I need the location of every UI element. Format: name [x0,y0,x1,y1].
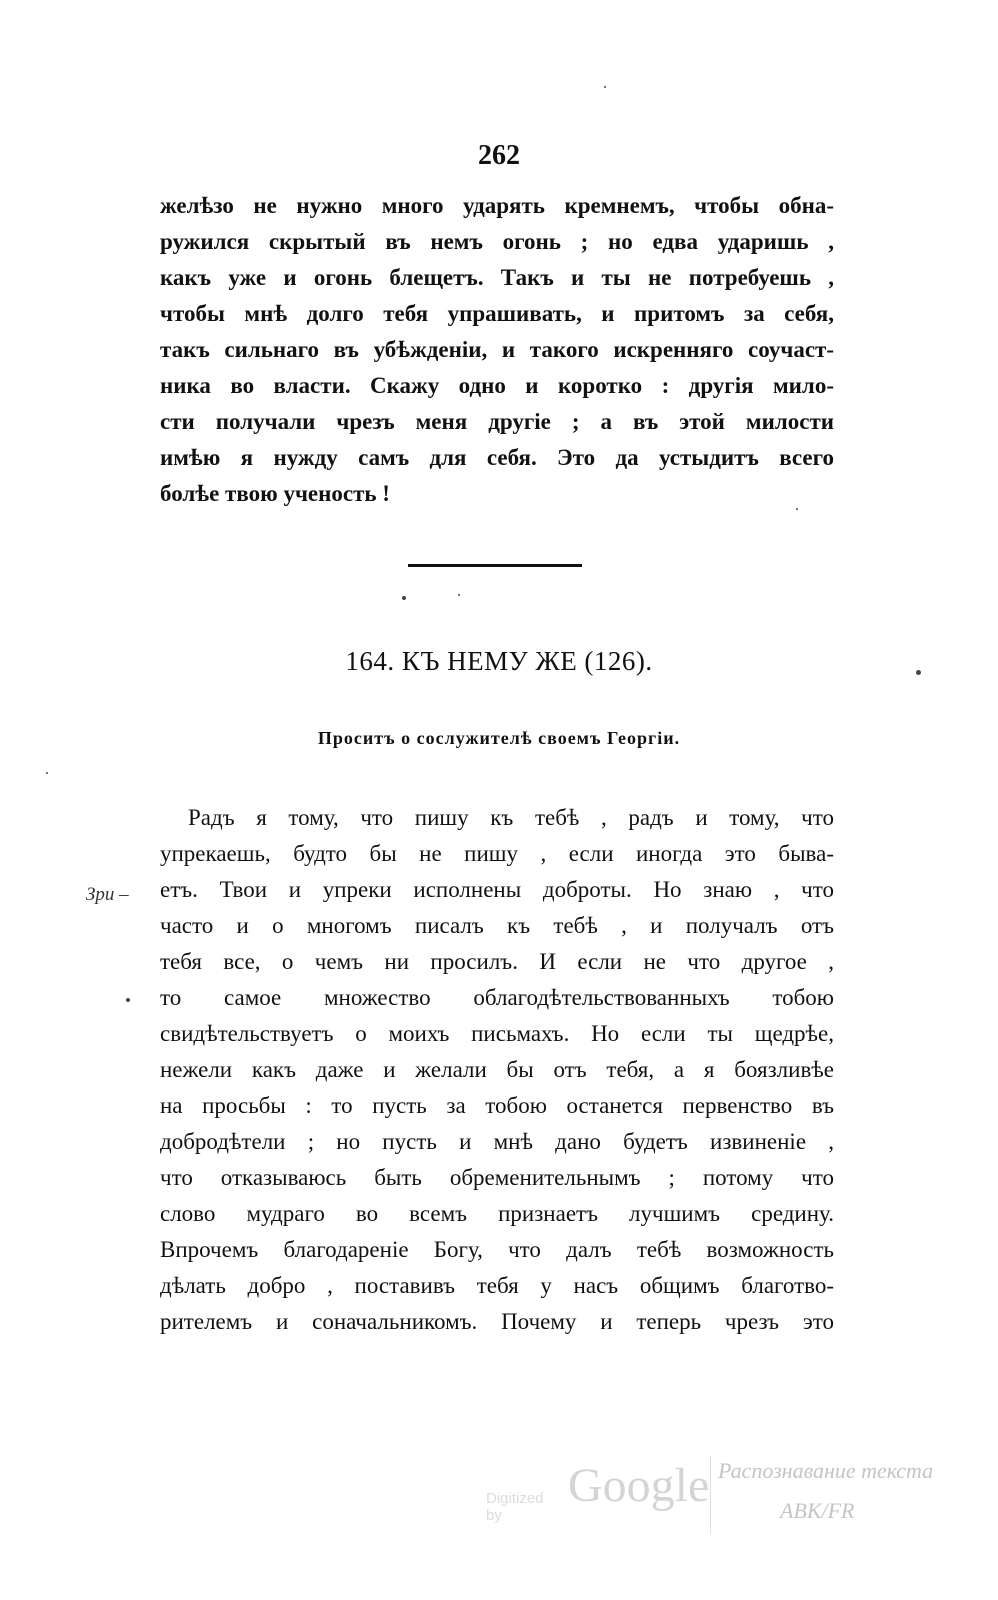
section-subtitle: Проситъ о сослужителѣ своемъ Георгіи. [317,728,681,748]
text-line: ника во власти. Скажу одно и коротко : другія мило- [160,373,834,398]
speck [126,998,130,1002]
watermark-divider [710,1456,711,1534]
text-line: имѣю я нужду самъ для себя. Это да устыдитъ всего [160,445,834,470]
letter-body [160,800,834,1340]
text-line: чтобы мнѣ долго тебя упрашивать, и притомъ за себя, [160,301,834,326]
margin-note: Зри – [86,884,129,905]
text-line: упрекаешь, будто бы не пишу , если иногда это быва- [160,841,834,866]
text-line: етъ. Твои и упреки исполнены доброты. Но знаю , что [160,877,834,902]
text-line: такъ сильнаго въ убѣжденіи, и такого искренняго соучаст- [160,337,834,362]
speck [46,772,48,774]
text-line: рителемъ и соначальникомъ. Почему и теперь чрезъ это [160,1309,834,1334]
text-line: нежели какъ даже и желали бы отъ тебя, а я боязливѣе [160,1057,834,1082]
google-logo: Google [568,1459,710,1512]
text-line: тебя все, о чемъ ни просилъ. И если не что другое , [160,949,834,974]
text-line: часто и о многомъ писалъ къ тебѣ , и получалъ отъ [160,913,834,938]
speck [604,86,606,88]
text-line: то самое множество облагодѣтельствованныхъ тобою [160,985,834,1010]
watermark-credit-text: АВК/FR [780,1498,855,1523]
text-line: какъ уже и огонь блещетъ. Такъ и ты не потребуешь , [160,265,834,290]
text-line: желѣзо не нужно много ударять кремнемъ, чтобы обна- [160,193,834,218]
text-line: слово мудраго во всемъ признаетъ лучшимъ средину. [160,1201,834,1226]
text-line: ружился скрытый въ немъ огонь ; но едва ударишь , [160,229,834,254]
watermark-digitized-text: Digitized by [486,1490,544,1524]
speck [796,508,798,510]
speck [402,596,406,600]
paragraph-continued [160,188,834,512]
text-line: добродѣтели ; но пусть и мнѣ дано будетъ извиненіе , [160,1129,834,1154]
page-number: 262 [478,140,520,171]
text-line: на просьбы : то пусть за тобою останется первенство въ [160,1093,834,1118]
text-line: что отказываюсь быть обременительнымъ ; потому что [160,1165,834,1190]
text-line: Впрочемъ благодареніе Богу, что далъ тебѣ возможность [160,1237,834,1262]
text-line: Радъ я тому, что пишу къ тебѣ , радъ и тому, что [188,805,834,830]
text-line: дѣлать добро , поставивъ тебя у насъ общимъ благотво- [160,1273,834,1298]
section-heading: 164. КЪ НЕМУ ЖЕ (126). [345,646,653,676]
text-line: болѣе твою ученость ! [160,481,390,506]
speck [458,594,460,596]
section-separator [408,564,582,567]
text-line: сти получали чрезъ меня другіе ; а въ этой милости [160,409,834,434]
text-line: свидѣтельствуетъ о моихъ письмахъ. Но если ты щедрѣе, [160,1021,834,1046]
watermark-recognition-text: Распознавание текста [718,1458,934,1483]
